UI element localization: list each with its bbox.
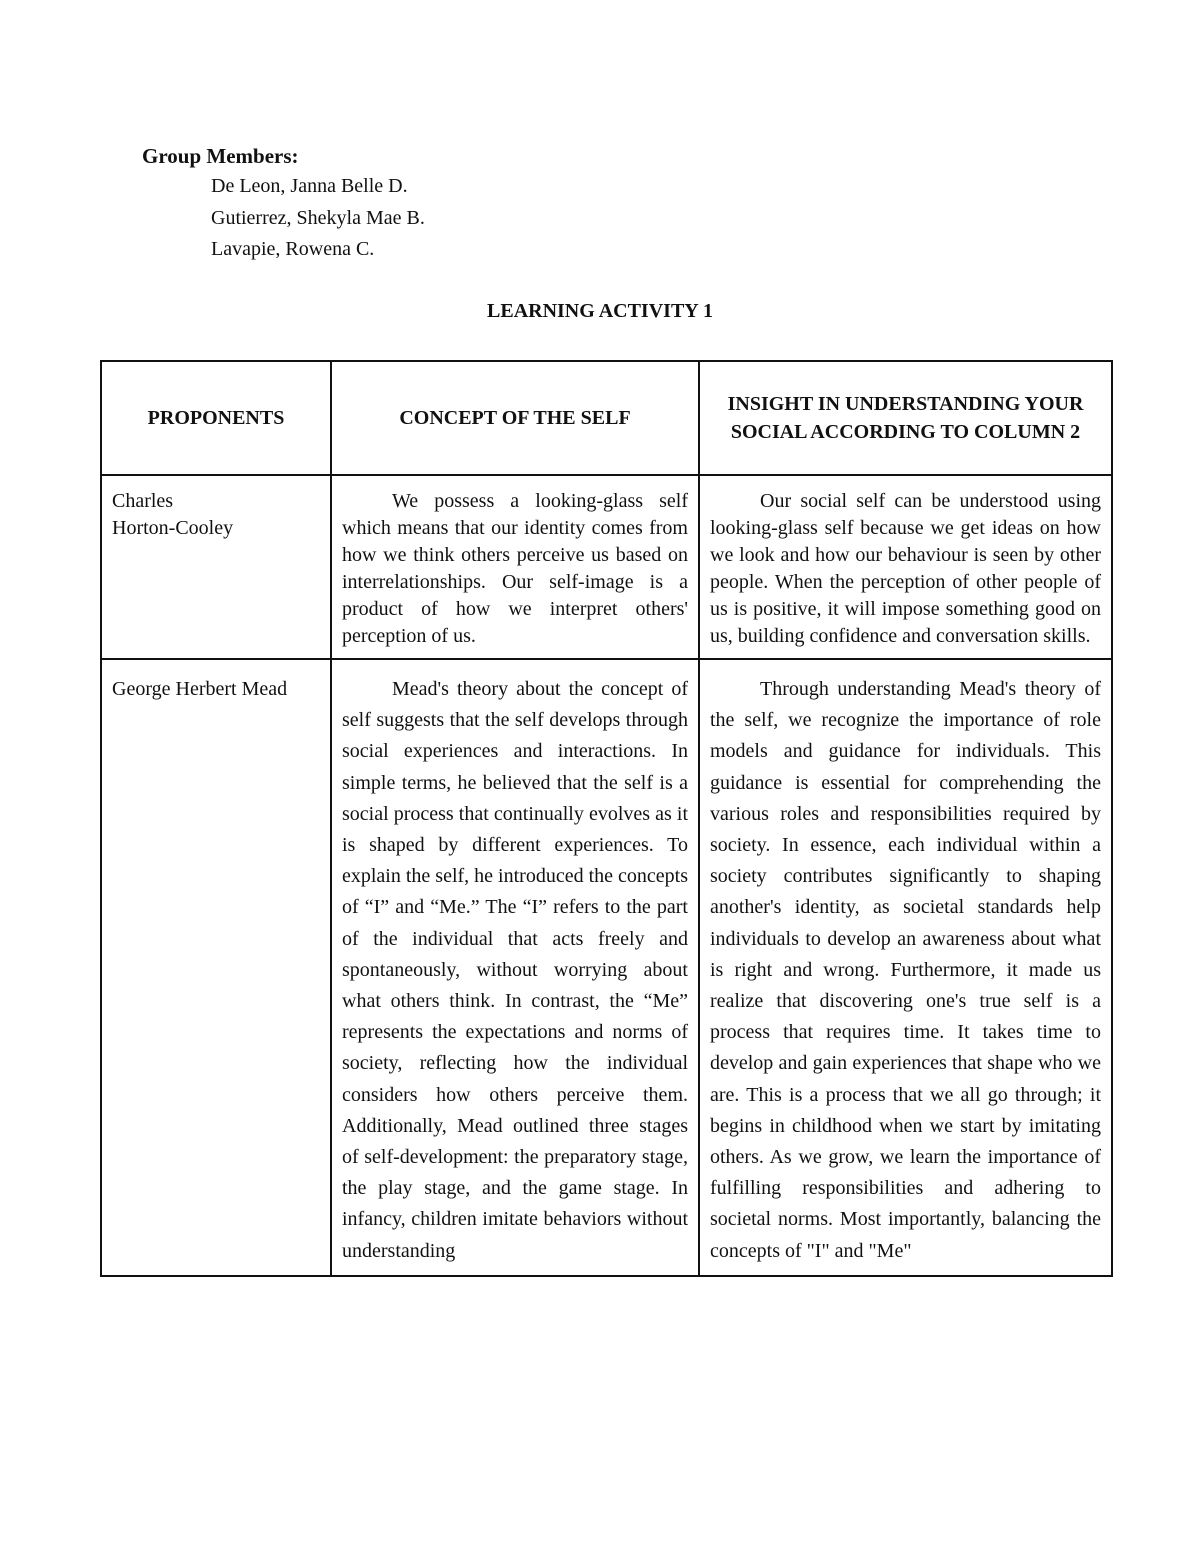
header-proponents: PROPONENTS	[101, 361, 331, 475]
member-name: Lavapie, Rowena C.	[211, 238, 375, 260]
proponent-cell	[101, 659, 331, 1276]
proponent-name: George Herbert Mead	[112, 678, 288, 700]
member-name: Gutierrez, Shekyla Mae B.	[211, 207, 425, 229]
proponent-name: Horton-Cooley	[112, 517, 234, 539]
member-name: De Leon, Janna Belle D.	[211, 175, 408, 197]
concept-cell: We possess a looking-glass self which means that our identity comes from how we think others perceive us based on interrelationships. Our self-image is a product of how we interpret others' perception of us.	[331, 475, 699, 659]
header-concept-of-self: CONCEPT OF THE SELF	[331, 361, 699, 475]
proponent-name: Charles	[112, 490, 174, 512]
concept-cell: Mead's theory about the concept of self suggests that the self develops through social experiences and interactions. In simple terms, he believed that the self is a social process that continually evolves as it is shaped by different experiences. To explain the self, he introduced the concepts of “I” and “Me.” The “I” refers to the part of the individual that acts freely and spontaneously, without worrying about what others think. In contrast, the “Me” represents the expectations and norms of society, reflecting how the individual considers how others perceive them. Additionally, Mead outlined three stages of self-development: the preparatory stage, the play stage, and the game stage. In infancy, children imitate behaviors without understanding	[331, 659, 699, 1276]
proponent-cell	[101, 475, 331, 659]
table-header-row	[101, 361, 1112, 475]
group-members-label: Group Members:	[142, 144, 299, 168]
document-title: LEARNING ACTIVITY 1	[487, 300, 713, 322]
header-insight: INSIGHT IN UNDERSTANDING YOUR SOCIAL ACCORDING TO COLUMN 2	[699, 361, 1112, 475]
learning-activity-table	[100, 360, 1113, 1277]
insight-cell: Our social self can be understood using looking-glass self because we get ideas on how we look and how our behaviour is seen by other people. When the perception of other people of us is positive, it will impose something good on us, building confidence and conversation skills.	[699, 475, 1112, 659]
insight-cell: Through understanding Mead's theory of the self, we recognize the importance of role models and guidance for individuals. This guidance is essential for comprehending the various roles and responsibilities required by society. In essence, each individual within a society contributes significantly to shaping another's identity, as societal standards help individuals to develop an awareness about what is right and wrong. Furthermore, it made us realize that discovering one's true self is a process that requires time. It takes time to develop and gain experiences that shape who we are. This is a process that we all go through; it begins in childhood when we start by imitating others. As we grow, we learn the importance of fulfilling responsibilities and adhering to societal norms. Most importantly, balancing the concepts of "I" and "Me"	[699, 659, 1112, 1276]
table-row	[101, 475, 1112, 659]
table-row	[101, 659, 1112, 1276]
